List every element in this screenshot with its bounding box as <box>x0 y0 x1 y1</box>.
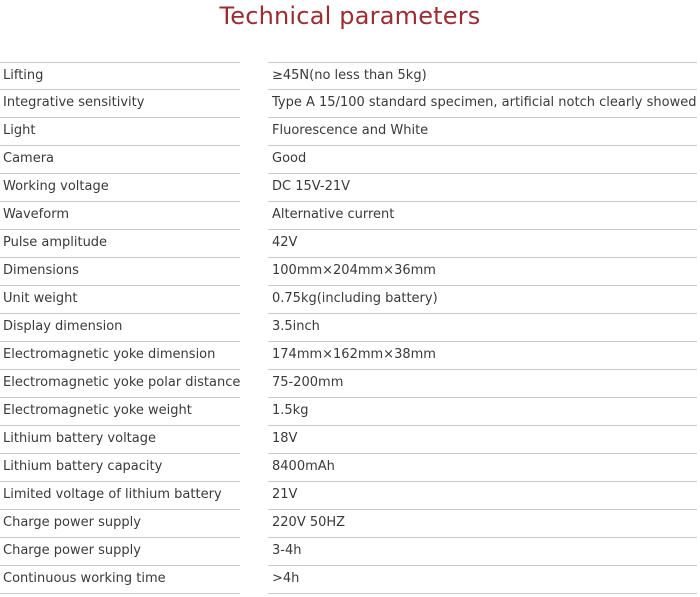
parameter-label: Integrative sensitivity <box>0 90 240 118</box>
parameter-value: 21V <box>268 482 697 510</box>
parameter-value: Alternative current <box>268 202 697 230</box>
parameter-label: Working voltage <box>0 174 240 202</box>
parameter-value: 3.5inch <box>268 314 697 342</box>
parameter-label: Lithium battery capacity <box>0 454 240 482</box>
parameter-label: Electromagnetic yoke dimension <box>0 342 240 370</box>
table-row <box>0 538 700 566</box>
table-row <box>0 230 700 258</box>
parameter-value: 1.5kg <box>268 398 697 426</box>
parameter-label: Charge power supply <box>0 538 240 566</box>
table-row <box>0 566 700 594</box>
table-row <box>0 510 700 538</box>
parameter-value: 174mm×162mm×38mm <box>268 342 697 370</box>
table-row <box>0 62 700 90</box>
parameter-value: 75-200mm <box>268 370 697 398</box>
table-row <box>0 370 700 398</box>
parameter-value: Type A 15/100 standard specimen, artificial notch clearly showed <box>268 90 697 118</box>
table-row <box>0 118 700 146</box>
parameter-value: Fluorescence and White <box>268 118 697 146</box>
parameter-label: Charge power supply <box>0 510 240 538</box>
table-row <box>0 258 700 286</box>
parameter-label: Light <box>0 118 240 146</box>
parameter-value: 100mm×204mm×36mm <box>268 258 697 286</box>
parameter-label: Continuous working time <box>0 566 240 594</box>
parameter-label: Camera <box>0 146 240 174</box>
parameter-label: Waveform <box>0 202 240 230</box>
parameter-value: ≥45N(no less than 5kg) <box>268 62 697 90</box>
parameter-value: 8400mAh <box>268 454 697 482</box>
parameter-value: Good <box>268 146 697 174</box>
parameter-value: >4h <box>268 566 697 594</box>
table-row <box>0 174 700 202</box>
table-row <box>0 454 700 482</box>
parameter-label: Electromagnetic yoke weight <box>0 398 240 426</box>
parameter-value: 0.75kg(including battery) <box>268 286 697 314</box>
parameters-table <box>0 62 700 594</box>
table-row <box>0 202 700 230</box>
parameter-label: Electromagnetic yoke polar distance <box>0 370 240 398</box>
table-row <box>0 482 700 510</box>
table-row <box>0 286 700 314</box>
table-row <box>0 426 700 454</box>
parameter-label: Lithium battery voltage <box>0 426 240 454</box>
table-row <box>0 314 700 342</box>
table-row <box>0 342 700 370</box>
parameter-value: 18V <box>268 426 697 454</box>
parameter-value: 42V <box>268 230 697 258</box>
parameter-label: Dimensions <box>0 258 240 286</box>
parameter-value: 220V 50HZ <box>268 510 697 538</box>
page-title: Technical parameters <box>219 2 481 30</box>
parameter-value: DC 15V-21V <box>268 174 697 202</box>
parameter-value: 3-4h <box>268 538 697 566</box>
parameter-label: Unit weight <box>0 286 240 314</box>
table-row <box>0 90 700 118</box>
table-row <box>0 146 700 174</box>
table-row <box>0 398 700 426</box>
parameter-label: Display dimension <box>0 314 240 342</box>
parameter-label: Pulse amplitude <box>0 230 240 258</box>
parameter-label: Lifting <box>0 62 240 90</box>
parameter-label: Limited voltage of lithium battery <box>0 482 240 510</box>
